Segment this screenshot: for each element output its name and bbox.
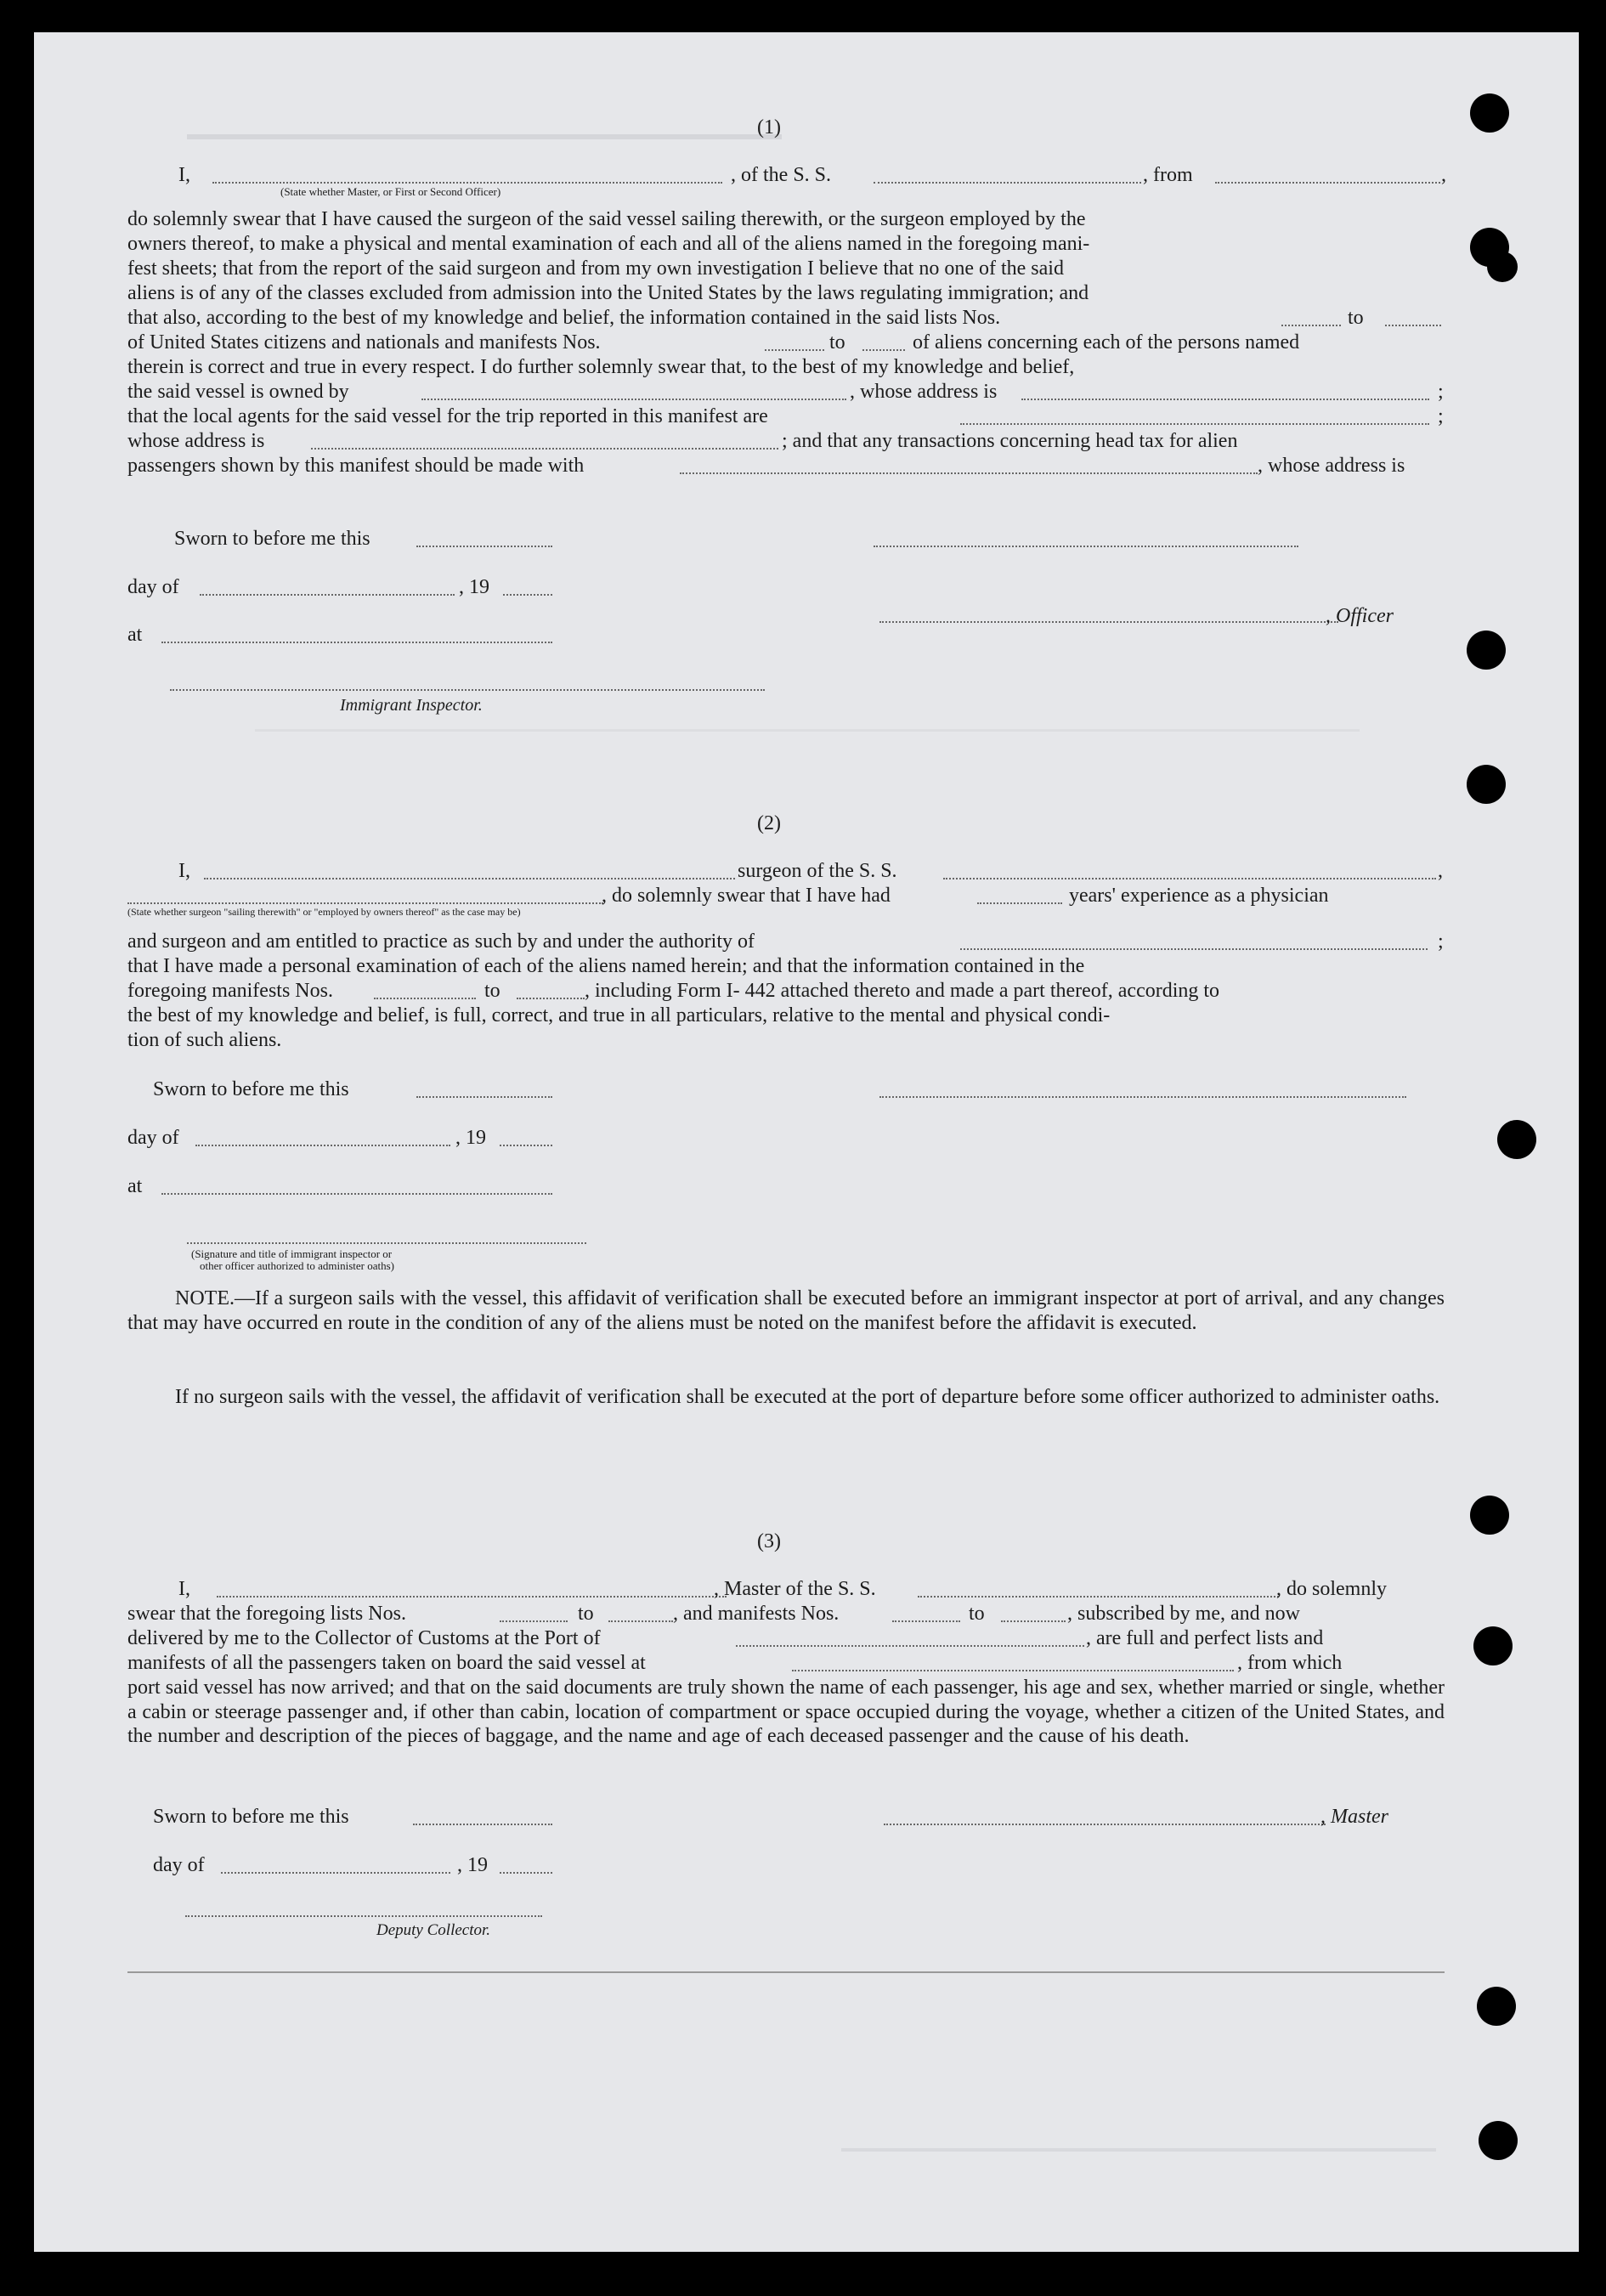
sworn-label: Sworn to before me this (153, 1078, 349, 1100)
day-of-label: day of (127, 576, 179, 598)
immigrant-inspector-label: Immigrant Inspector. (340, 696, 483, 715)
year-label: , 19 (455, 1127, 486, 1149)
deputy-signature-line (185, 1915, 542, 1917)
manifests-from-line (765, 349, 824, 351)
day-of-line (195, 1145, 450, 1146)
agent-address-label: whose address is (127, 430, 265, 452)
owner-line (421, 399, 846, 400)
binder-hole (1497, 1120, 1536, 1159)
years-line (977, 902, 1062, 904)
oath-body-line: fest sheets; that from the report of the said surgeon and from my own investigation I believe that no one of the said (127, 257, 1064, 280)
head-tax-party-line (680, 472, 1258, 474)
manifests-nos-text: of United States citizens and nationals and manifests Nos. (127, 331, 601, 353)
note-paragraph (127, 1385, 1445, 1410)
bleed-through-header (187, 100, 782, 139)
from-which-text: , from which (1237, 1652, 1343, 1674)
officer-signature-line (879, 621, 1338, 623)
form-i442-text: , including Form I- 442 attached thereto and made a part thereof, according to (585, 980, 1220, 1002)
signature-title-note: other officer authorized to administer oaths) (200, 1259, 394, 1272)
comma: , (1438, 860, 1443, 882)
master-title: , Master (1320, 1806, 1388, 1828)
binder-hole (1487, 252, 1518, 282)
year-label: , 19 (457, 1854, 488, 1876)
collector-text: delivered by me to the Collector of Customs at the Port of (127, 1627, 601, 1649)
oath-body-line: owners thereof, to make a physical and mental examination of each and all of the aliens named in the foregoing mani- (127, 233, 1090, 255)
at-line (161, 642, 552, 643)
surgeon-status-note: (State whether surgeon "sailing therewith" or "employed by owners thereof" as the case may be) (127, 906, 521, 918)
day-of-label: day of (153, 1854, 205, 1876)
section-2-heading: (2) (757, 812, 781, 834)
surgeon-body-line: tion of such aliens. (127, 1029, 282, 1051)
to-label: to (969, 1603, 985, 1625)
bleed-through-footer (841, 2148, 1436, 2170)
lists-nos-text: that also, according to the best of my knowledge and belief, the information contained in the said lists Nos. (127, 307, 1001, 329)
manifests-to-line (862, 349, 905, 351)
of-the-ss-label: , of the S. S. (731, 164, 832, 186)
surgeon-manifests-to-line (517, 998, 585, 999)
perfect-lists-text: , are full and perfect lists and (1086, 1627, 1324, 1649)
agent-address-line (311, 448, 778, 450)
sworn-label: Sworn to before me this (153, 1806, 349, 1828)
master-lists-label: swear that the foregoing lists Nos. (127, 1603, 406, 1625)
master-signature-line (884, 1824, 1326, 1825)
owner-address-line (1021, 399, 1429, 400)
to-label: to (1348, 307, 1364, 329)
master-manifests-from-line (892, 1620, 960, 1622)
day-of-line (221, 1872, 450, 1874)
officer-title: , Officer (1326, 605, 1394, 627)
section-3-heading: (3) (757, 1530, 781, 1552)
binder-hole (1470, 93, 1509, 133)
taken-on-board-text: manifests of all the passengers taken on board the said vessel at (127, 1652, 646, 1674)
master-body-paragraph (127, 1676, 1445, 1749)
to-label: to (829, 331, 845, 353)
day-of-line (200, 594, 455, 596)
surgeon-signature-line (879, 1096, 1406, 1098)
authority-line (960, 948, 1428, 950)
and-manifests-label: , and manifests Nos. (673, 1603, 840, 1625)
master-of-ss-label: , Master of the S. S. (714, 1578, 876, 1600)
form-page (34, 32, 1579, 2252)
bleed-through-stamp (255, 729, 1360, 783)
master-name-line (217, 1596, 727, 1598)
port-of-line (736, 1645, 1084, 1647)
oath-body-line: therein is correct and true in every respect. I do further solemnly swear that, to the best of my knowledge and belief, (127, 356, 1075, 378)
binder-hole (1470, 1496, 1509, 1535)
bottom-divider (127, 1971, 1445, 1973)
surgeon-of-ss-label: surgeon of the S. S. (738, 860, 897, 882)
sworn-date-line (416, 1096, 552, 1098)
local-agents-line (960, 423, 1429, 425)
at-label: at (127, 624, 143, 646)
sworn-date-line (413, 1824, 552, 1825)
binder-hole (1473, 1626, 1513, 1665)
master-body-text: port said vessel has now arrived; and that on the said documents are truly shown the name of each passenger, his age and sex, whether married or single, whether a cabin or steerage passenger and, if other than cabin, location of compartment or space occupied during the voyage, whether a citizen of the United States, and the number and description of the pieces of baggage, and the name and age of each deceased passenger and the cause of his death. (127, 1677, 1445, 1748)
year-line (500, 1145, 552, 1146)
authority-text: and surgeon and am entitled to practice as such by and under the authority of (127, 930, 755, 953)
inspector-signature-line (170, 689, 765, 691)
deputy-collector-label: Deputy Collector. (376, 1921, 491, 1939)
day-of-label: day of (127, 1127, 179, 1149)
at-label: at (127, 1175, 143, 1197)
year-label: , 19 (459, 576, 489, 598)
foregoing-manifests-label: foregoing manifests Nos. (127, 980, 333, 1002)
inspector-signature-line (187, 1242, 586, 1244)
master-lists-to-line (608, 1620, 673, 1622)
year-line (503, 594, 552, 596)
whose-address-label: , whose address is (1258, 455, 1405, 477)
surgeon-body-line: the best of my knowledge and belief, is full, correct, and true in all particulars, relative to the mental and physical condi- (127, 1004, 1111, 1026)
semicolon: ; (1438, 381, 1444, 403)
note-paragraph (127, 1287, 1445, 1335)
binder-hole (1467, 631, 1506, 670)
officer-signature-line-1 (874, 546, 1298, 547)
surgeon-name-line (204, 878, 735, 879)
owned-by-label: the said vessel is owned by (127, 381, 349, 403)
head-tax-text: ; and that any transactions concerning head tax for alien (782, 430, 1238, 452)
sworn-date-line (416, 546, 552, 547)
to-label: to (578, 1603, 594, 1625)
lists-to-line (1385, 325, 1441, 326)
officer-name-line (212, 182, 722, 184)
surgeon-vessel-line (943, 878, 1436, 879)
note-text: If no surgeon sails with the vessel, the affidavit of verification shall be executed at the port of departure before some officer authorized to administer oaths. (175, 1386, 1440, 1408)
aliens-concerning-text: of aliens concerning each of the persons named (913, 331, 1300, 353)
do-solemnly-label: , do solemnly (1276, 1578, 1387, 1600)
sworn-label: Sworn to before me this (174, 528, 370, 550)
vessel-name-line (874, 182, 1141, 184)
oath-lead: I, (178, 164, 190, 186)
semicolon: ; (1438, 405, 1444, 427)
officer-note: (State whether Master, or First or Second Officer) (280, 185, 501, 198)
comma: , (1441, 164, 1446, 186)
binder-hole (1467, 765, 1506, 804)
master-lists-from-line (500, 1620, 568, 1622)
note-text: NOTE.—If a surgeon sails with the vessel, this affidavit of verification shall be executed before an immigrant inspector at port of arrival, and any changes that may have occurred en route in the condition of any of the aliens must be noted on the manifest before the affidavit is executed. (127, 1287, 1445, 1334)
binder-hole (1479, 2121, 1518, 2160)
lists-from-line (1281, 325, 1341, 326)
surgeon-swear-text: , do solemnly swear that I have had (602, 885, 891, 907)
oath-body-line: do solemnly swear that I have caused the surgeon of the said vessel sailing therewith, or the surgeon employed by the (127, 208, 1086, 230)
binder-hole (1477, 1987, 1516, 2026)
signature-title-note: (Signature and title of immigrant inspector or (191, 1247, 393, 1260)
at-line (161, 1193, 552, 1195)
surgeon-i-label: I, (178, 860, 190, 882)
section-1-heading: (1) (757, 116, 781, 139)
subscribed-text: , subscribed by me, and now (1067, 1603, 1300, 1625)
surgeon-manifests-from-line (374, 998, 476, 999)
years-experience-text: years' experience as a physician (1069, 885, 1329, 907)
head-tax-text-cont: passengers shown by this manifest should be made with (127, 455, 585, 477)
master-i-label: I, (178, 1578, 190, 1600)
oath-body-line: aliens is of any of the classes excluded from admission into the United States by the laws regulating immigration; and (127, 282, 1089, 304)
surgeon-status-line (127, 902, 603, 904)
owner-address-label: , whose address is (850, 381, 998, 403)
master-vessel-line (918, 1596, 1279, 1598)
from-label: , from (1143, 164, 1193, 186)
master-manifests-to-line (1001, 1620, 1066, 1622)
embarkation-port-line (792, 1670, 1234, 1671)
from-port-line (1215, 182, 1440, 184)
to-label: to (484, 980, 500, 1002)
year-line (500, 1872, 552, 1874)
surgeon-body-line: that I have made a personal examination of each of the aliens named herein; and that the information contained in the (127, 955, 1085, 977)
local-agents-text: that the local agents for the said vessel for the trip reported in this manifest are (127, 405, 768, 427)
semicolon: ; (1438, 930, 1444, 953)
